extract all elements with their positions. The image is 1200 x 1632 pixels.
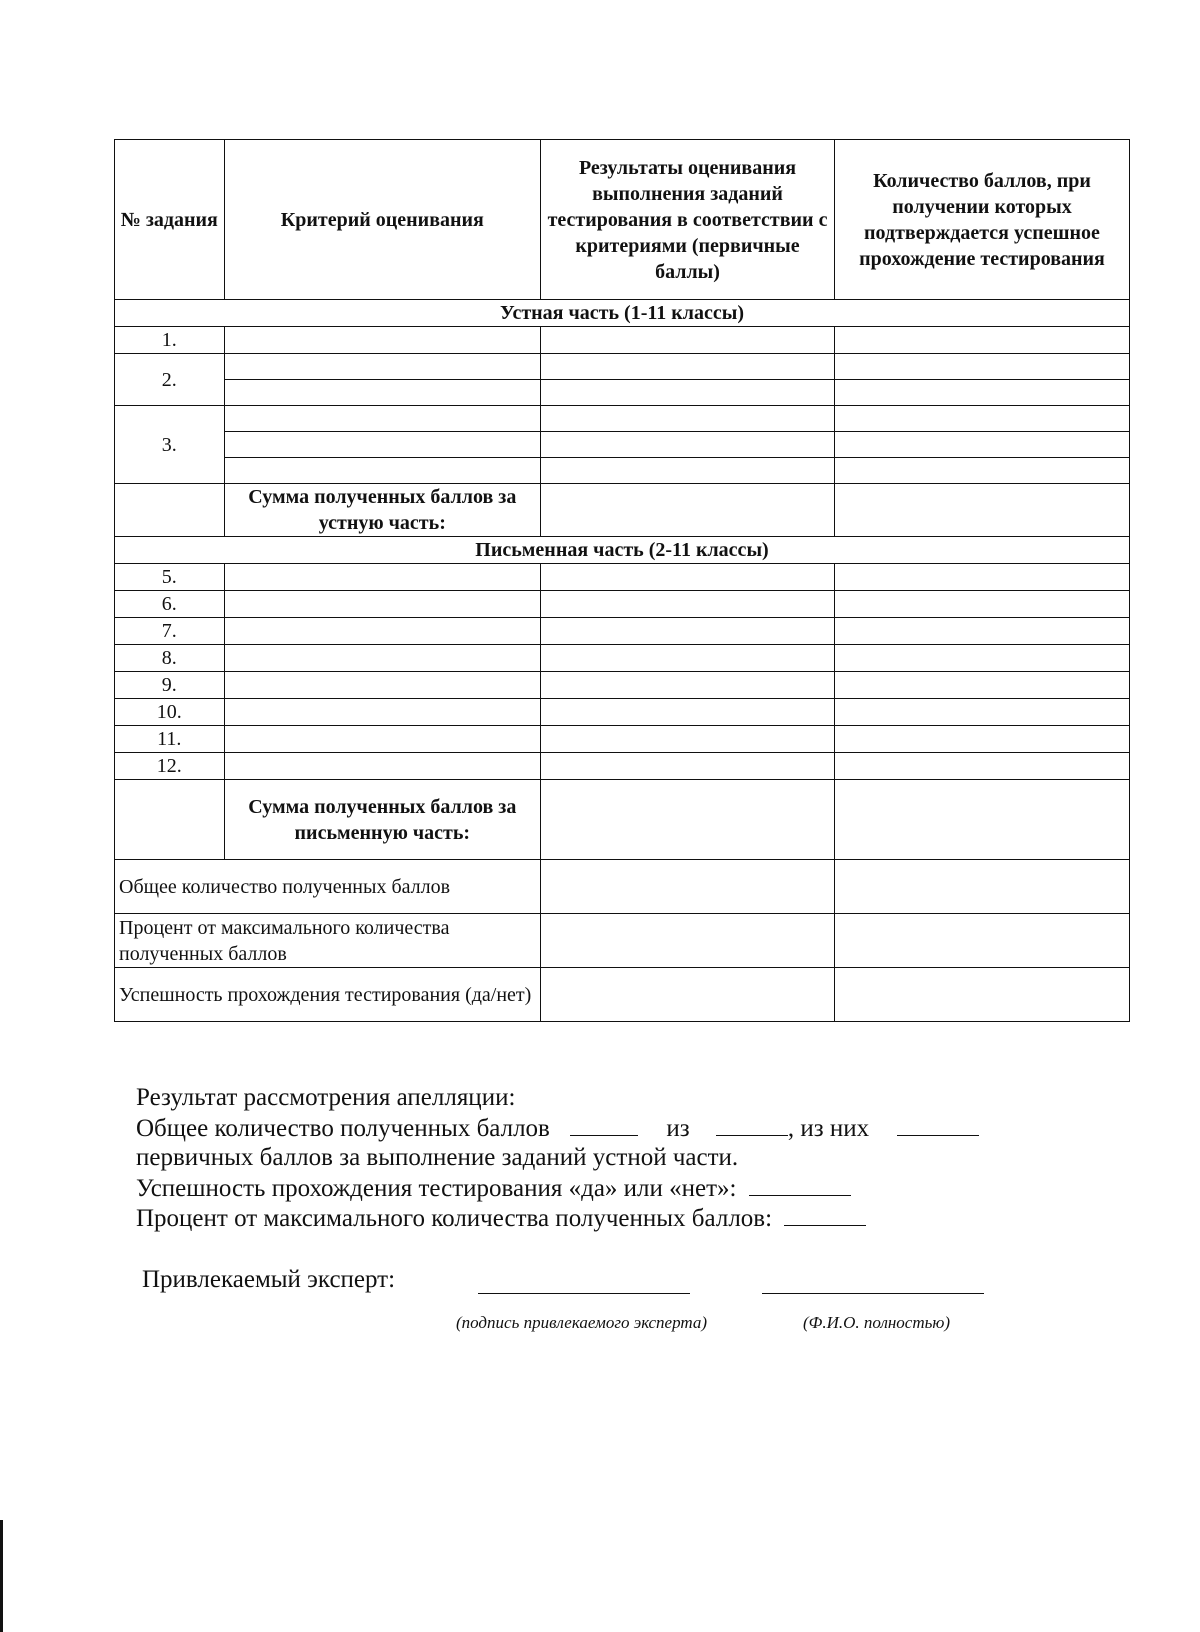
table-row bbox=[115, 645, 1130, 672]
success-row bbox=[115, 968, 1130, 1022]
task-number: 9. bbox=[115, 672, 225, 699]
percent-label: Процент от максимального количества полученных баллов bbox=[115, 914, 541, 968]
percent-blank[interactable] bbox=[784, 1203, 866, 1226]
pass-cell[interactable] bbox=[834, 432, 1129, 458]
task-number: 12. bbox=[115, 753, 225, 780]
header-number: № задания bbox=[115, 140, 225, 300]
table-row bbox=[115, 354, 1130, 380]
table-row bbox=[115, 432, 1130, 458]
success-label: Успешность прохождения тестирования (да/нет) bbox=[115, 968, 541, 1022]
score-table bbox=[114, 139, 1130, 1022]
result-cell[interactable] bbox=[541, 914, 835, 968]
task-number: 6. bbox=[115, 591, 225, 618]
pass-cell[interactable] bbox=[834, 914, 1129, 968]
criterion-cell[interactable] bbox=[224, 591, 540, 618]
success-blank[interactable] bbox=[749, 1173, 851, 1196]
header-results: Результаты оценивания выполнения заданий тестирования в соответствии с критериями (первичные баллы) bbox=[541, 140, 835, 300]
appeal-of-text: из bbox=[666, 1115, 690, 1142]
table-row bbox=[115, 618, 1130, 645]
oral-section-row bbox=[115, 300, 1130, 327]
percent-row bbox=[115, 914, 1130, 968]
written-sum-label: Сумма полученных баллов за письменную часть: bbox=[224, 780, 540, 860]
result-cell[interactable] bbox=[541, 591, 835, 618]
appeal-line-percent bbox=[136, 1203, 866, 1234]
result-cell[interactable] bbox=[541, 968, 835, 1022]
criterion-cell[interactable] bbox=[224, 432, 540, 458]
table-row bbox=[115, 406, 1130, 432]
criterion-cell[interactable] bbox=[224, 753, 540, 780]
result-cell[interactable] bbox=[541, 618, 835, 645]
table-row bbox=[115, 380, 1130, 406]
signature-line[interactable] bbox=[478, 1293, 690, 1294]
header-criterion: Критерий оценивания bbox=[224, 140, 540, 300]
task-number: 3. bbox=[115, 406, 225, 484]
total-points-row bbox=[115, 860, 1130, 914]
table-row bbox=[115, 327, 1130, 354]
result-cell[interactable] bbox=[541, 860, 835, 914]
result-cell[interactable] bbox=[541, 780, 835, 860]
signature-caption: (подпись привлекаемого эксперта) bbox=[456, 1313, 708, 1332]
result-cell[interactable] bbox=[541, 354, 835, 380]
appeal-of-them-text: , из них bbox=[787, 1115, 870, 1142]
pass-cell[interactable] bbox=[834, 753, 1129, 780]
result-cell[interactable] bbox=[541, 458, 835, 484]
empty-cell bbox=[115, 780, 225, 860]
pass-cell[interactable] bbox=[834, 458, 1129, 484]
criterion-cell[interactable] bbox=[224, 380, 540, 406]
result-cell[interactable] bbox=[541, 484, 835, 537]
appeal-title: Результат рассмотрения апелляции: bbox=[136, 1084, 516, 1111]
criterion-cell[interactable] bbox=[224, 354, 540, 380]
pass-cell[interactable] bbox=[834, 672, 1129, 699]
task-number: 5. bbox=[115, 564, 225, 591]
pass-cell[interactable] bbox=[834, 699, 1129, 726]
pass-cell[interactable] bbox=[834, 484, 1129, 537]
expert-label: Привлекаемый эксперт: bbox=[142, 1266, 396, 1293]
pass-cell[interactable] bbox=[834, 780, 1129, 860]
result-cell[interactable] bbox=[541, 327, 835, 354]
full-name-line[interactable] bbox=[762, 1293, 984, 1294]
criterion-cell[interactable] bbox=[224, 618, 540, 645]
header-row bbox=[115, 140, 1130, 300]
result-cell[interactable] bbox=[541, 406, 835, 432]
result-cell[interactable] bbox=[541, 380, 835, 406]
empty-cell bbox=[115, 484, 225, 537]
result-cell[interactable] bbox=[541, 432, 835, 458]
written-sum-row bbox=[115, 780, 1130, 860]
table-row bbox=[115, 564, 1130, 591]
appeal-percent-text: Процент от максимального количества полученных баллов: bbox=[136, 1205, 773, 1232]
criterion-cell[interactable] bbox=[224, 645, 540, 672]
table-row bbox=[115, 672, 1130, 699]
oral-points-blank[interactable] bbox=[897, 1113, 979, 1136]
criterion-cell[interactable] bbox=[224, 564, 540, 591]
oral-section-title: Устная часть (1-11 классы) bbox=[115, 300, 1130, 327]
pass-cell[interactable] bbox=[834, 591, 1129, 618]
total-points-label: Общее количество полученных баллов bbox=[115, 860, 541, 914]
pass-cell[interactable] bbox=[834, 380, 1129, 406]
pass-cell[interactable] bbox=[834, 354, 1129, 380]
scan-margin-mark bbox=[0, 1520, 3, 1632]
pass-cell[interactable] bbox=[834, 406, 1129, 432]
appeal-success-text: Успешность прохождения тестирования «да» или «нет»: bbox=[136, 1175, 737, 1202]
table-row bbox=[115, 726, 1130, 753]
result-cell[interactable] bbox=[541, 672, 835, 699]
criterion-cell[interactable] bbox=[224, 672, 540, 699]
appeal-line-total bbox=[136, 1113, 979, 1144]
appeal-total-text: Общее количество полученных баллов bbox=[136, 1115, 550, 1142]
criterion-cell[interactable] bbox=[224, 406, 540, 432]
task-number: 10. bbox=[115, 699, 225, 726]
pass-cell[interactable] bbox=[834, 564, 1129, 591]
task-number: 2. bbox=[115, 354, 225, 406]
result-cell[interactable] bbox=[541, 645, 835, 672]
pass-cell[interactable] bbox=[834, 726, 1129, 753]
table-row bbox=[115, 753, 1130, 780]
criterion-cell[interactable] bbox=[224, 699, 540, 726]
task-number: 8. bbox=[115, 645, 225, 672]
appeal-line-oral: первичных баллов за выполнение заданий устной части. bbox=[136, 1144, 739, 1171]
pass-cell[interactable] bbox=[834, 860, 1129, 914]
table-row bbox=[115, 699, 1130, 726]
criterion-cell[interactable] bbox=[224, 458, 540, 484]
pass-cell[interactable] bbox=[834, 327, 1129, 354]
oral-sum-row bbox=[115, 484, 1130, 537]
pass-cell[interactable] bbox=[834, 645, 1129, 672]
criterion-cell[interactable] bbox=[224, 726, 540, 753]
pass-cell[interactable] bbox=[834, 968, 1129, 1022]
total-points-blank[interactable] bbox=[570, 1113, 638, 1136]
result-cell[interactable] bbox=[541, 564, 835, 591]
oral-sum-label: Сумма полученных баллов за устную часть: bbox=[224, 484, 540, 537]
header-pass-points: Количество баллов, при получении которых подтверждается успешное прохождение тестирования bbox=[834, 140, 1129, 300]
table-row bbox=[115, 591, 1130, 618]
appeal-line-success bbox=[136, 1173, 851, 1204]
max-points-blank[interactable] bbox=[716, 1113, 788, 1136]
table-row bbox=[115, 458, 1130, 484]
task-number: 11. bbox=[115, 726, 225, 753]
result-cell[interactable] bbox=[541, 699, 835, 726]
task-number: 7. bbox=[115, 618, 225, 645]
result-cell[interactable] bbox=[541, 753, 835, 780]
pass-cell[interactable] bbox=[834, 618, 1129, 645]
written-section-title: Письменная часть (2-11 классы) bbox=[115, 537, 1130, 564]
full-name-caption: (Ф.И.О. полностью) bbox=[803, 1313, 951, 1332]
criterion-cell[interactable] bbox=[224, 327, 540, 354]
result-cell[interactable] bbox=[541, 726, 835, 753]
task-number: 1. bbox=[115, 327, 225, 354]
written-section-row bbox=[115, 537, 1130, 564]
